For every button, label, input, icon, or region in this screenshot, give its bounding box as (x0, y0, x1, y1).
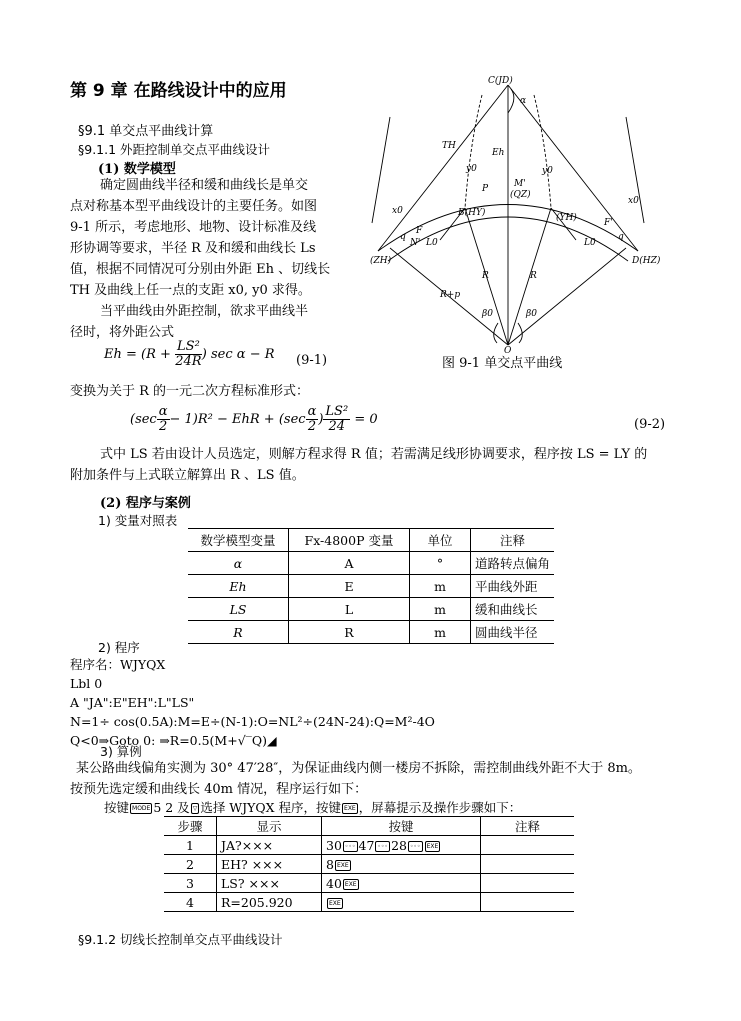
curve-diagram (370, 73, 680, 353)
section-heading: §9.1 单交点平曲线计算 (78, 124, 214, 139)
intro-line: 确定圆曲线半径和缓和曲线长是单交 (100, 178, 309, 193)
key-value: 40 (326, 875, 342, 891)
intro-line: TH 及曲线上任一点的支距 x0, y0 求得。 (70, 283, 311, 298)
key-value: 47 (358, 837, 375, 853)
transform-text: 变换为关于 R 的一元二次方程标准形式： (70, 384, 310, 399)
program-heading: (2) 程序与案例 (100, 496, 191, 511)
step-keys (322, 893, 481, 912)
equation-9-2: (sec $\frac{\alpha}{2}$ − 1)R² − EhR + (sec $\frac{\alpha}{2}$ ) $\frac{\text{LS²}}{24}$ = 0 (130, 404, 378, 434)
code-heading: 2) 程序 (98, 640, 140, 655)
next-subsection-heading: §9.1.2 切线长控制单交点平曲线设计 (78, 932, 283, 947)
fig-label: M' (514, 179, 526, 189)
fig-label: L0 (584, 238, 596, 248)
calculator-key-icon: ◦◦◦ (377, 842, 389, 850)
intro-line: 值，根据不同情况可分别由外距 Eh 、切线长 (70, 262, 331, 277)
step-display: R=205.920 (217, 893, 322, 912)
fig-label: F (416, 226, 423, 236)
table-row: LS L m 缓和曲线长 (188, 598, 554, 621)
fig-label: C(JD) (488, 76, 513, 86)
code-line: Q<0⇒Goto 0: ⇒R=0.5(M+√‾Q)◢ (70, 733, 277, 748)
exe-key-icon: EXE (344, 805, 356, 812)
intro-paragraph (70, 175, 330, 343)
fig-label: Eh (492, 148, 505, 158)
step-keys (322, 855, 481, 874)
fig-label: q (400, 232, 406, 242)
code-line: A "JA":E"EH":L"LS" (70, 695, 195, 710)
step-number: 2 (164, 855, 217, 874)
table-row (164, 836, 574, 855)
figure-9-1 (370, 73, 680, 357)
equation-number: (9-2) (634, 417, 666, 432)
fig-label: D(HZ) (632, 256, 661, 266)
fig-label: y0 (542, 166, 553, 176)
key-value: 8 (326, 856, 334, 872)
example-heading: 3) 算例 (100, 744, 142, 759)
fig-label: y0 (466, 164, 477, 174)
variable-table-heading: 1) 变量对照表 (98, 513, 178, 528)
step-keys (322, 874, 481, 893)
fig-label: R (482, 271, 489, 281)
intro-line: 点对称基本型平曲线设计的主要任务。如图 (70, 199, 318, 214)
down-arrow-key-icon: ▽ (192, 805, 198, 812)
fig-label: P (482, 184, 489, 194)
table-row (164, 874, 574, 893)
calculator-key-icon: EXE (336, 861, 349, 869)
chapter-title: 第 9 章 在路线设计中的应用 (70, 81, 287, 101)
step-display: EH? ××× (217, 855, 322, 874)
step-note (481, 836, 575, 855)
subsection-heading: §9.1.1 外距控制单交点平曲线设计 (78, 142, 271, 157)
equation-number: (9-1) (296, 353, 328, 368)
fig-label: R+p (440, 290, 461, 300)
table-row (164, 855, 574, 874)
step-number: 4 (164, 893, 217, 912)
key-value: 30 (326, 837, 342, 853)
table-row: R R m 圆曲线半径 (188, 621, 554, 644)
code-line: N=1÷ cos(0.5A):M=E÷(N-1):O=NL²÷(24N-24):Q=M²-4O (70, 714, 435, 729)
program-code (70, 655, 435, 750)
step-note (481, 874, 575, 893)
fig-label: B(HY) (458, 208, 486, 218)
fig-label: β0 (526, 309, 537, 319)
fig-label: F' (604, 218, 613, 228)
fig-label: N' (410, 238, 421, 248)
mode-key-icon: MODE (132, 805, 151, 812)
step-note (481, 893, 575, 912)
fig-label: x0 (392, 206, 403, 216)
step-number: 1 (164, 836, 217, 855)
key-value: 28 (391, 837, 407, 853)
explanation-paragraph: 式中 LS 若由设计人员选定，则解方程求得 R 值；若需满足线形协调要求，程序按 LS = LY 的 附加条件与上式联立解算出 R 、LS 值。 (70, 447, 648, 483)
fig-label: x0 (628, 196, 639, 206)
fig-label: α (520, 96, 527, 106)
fig-label: (ZH) (370, 256, 392, 266)
example-paragraph: 某公路曲线偏角实测为 30° 47′28″，为保证曲线内侧一楼房不拆除，需控制曲线外距不大于 8m。 按预先选定缓和曲线长 40m 情况，程序运行如下： (70, 761, 641, 797)
model-heading: (1) 数学模型 (98, 162, 176, 177)
intro-line: 径时，将外距公式 (70, 325, 175, 340)
fig-label: TH (442, 141, 456, 151)
table-header-row: 数学模型变量 Fx-4800P 变量 单位 注释 (188, 529, 554, 552)
intro-line: 形协调等要求，半径 R 及和缓和曲线长 Ls (70, 241, 316, 256)
table-header-row: 步骤 显示 按键 注释 (164, 817, 574, 836)
variable-table (188, 528, 554, 644)
code-line: Lbl 0 (70, 676, 103, 691)
keypress-instructions: 按键 MODE 5 2 及 ▽ 选择 WJYQX 程序，按键 EXE ，屏幕提示及操作步骤如下： (104, 800, 522, 815)
intro-line: 9-1 所示，考虑地形、地物、设计标准及线 (70, 220, 317, 235)
fig-label: β0 (482, 309, 493, 319)
step-table (164, 816, 574, 912)
equation-9-1: Eh = (R + $\frac{\text{LS²}}{24R}$ ) sec α − R (104, 339, 275, 369)
fig-label: O (504, 346, 512, 353)
fig-label: L0 (426, 238, 438, 248)
calculator-key-icon: EXE (426, 842, 439, 850)
step-note (481, 855, 575, 874)
calculator-key-icon: EXE (329, 899, 341, 907)
fig-label: (YH) (556, 213, 577, 223)
table-row (164, 893, 574, 912)
figure-caption: 图 9-1 单交点平曲线 (442, 356, 563, 371)
table-row: Eh E m 平曲线外距 (188, 575, 554, 598)
step-display: LS? ××× (217, 874, 322, 893)
calculator-key-icon: ◦◦◦ (344, 842, 356, 850)
calculator-key-icon: EXE (344, 880, 357, 888)
step-number: 3 (164, 874, 217, 893)
step-keys (322, 836, 481, 855)
intro-line: 当平曲线由外距控制，欲求平曲线半 (100, 304, 309, 319)
fig-label: (QZ) (510, 190, 531, 200)
code-line: 程序名：WJYQX (70, 657, 166, 672)
calculator-key-icon: ◦◦◦ (409, 842, 421, 850)
fig-label: q (618, 232, 624, 242)
table-row: α A ° 道路转点偏角 (188, 552, 554, 575)
fig-label: R (530, 271, 537, 281)
step-display: JA?××× (217, 836, 322, 855)
